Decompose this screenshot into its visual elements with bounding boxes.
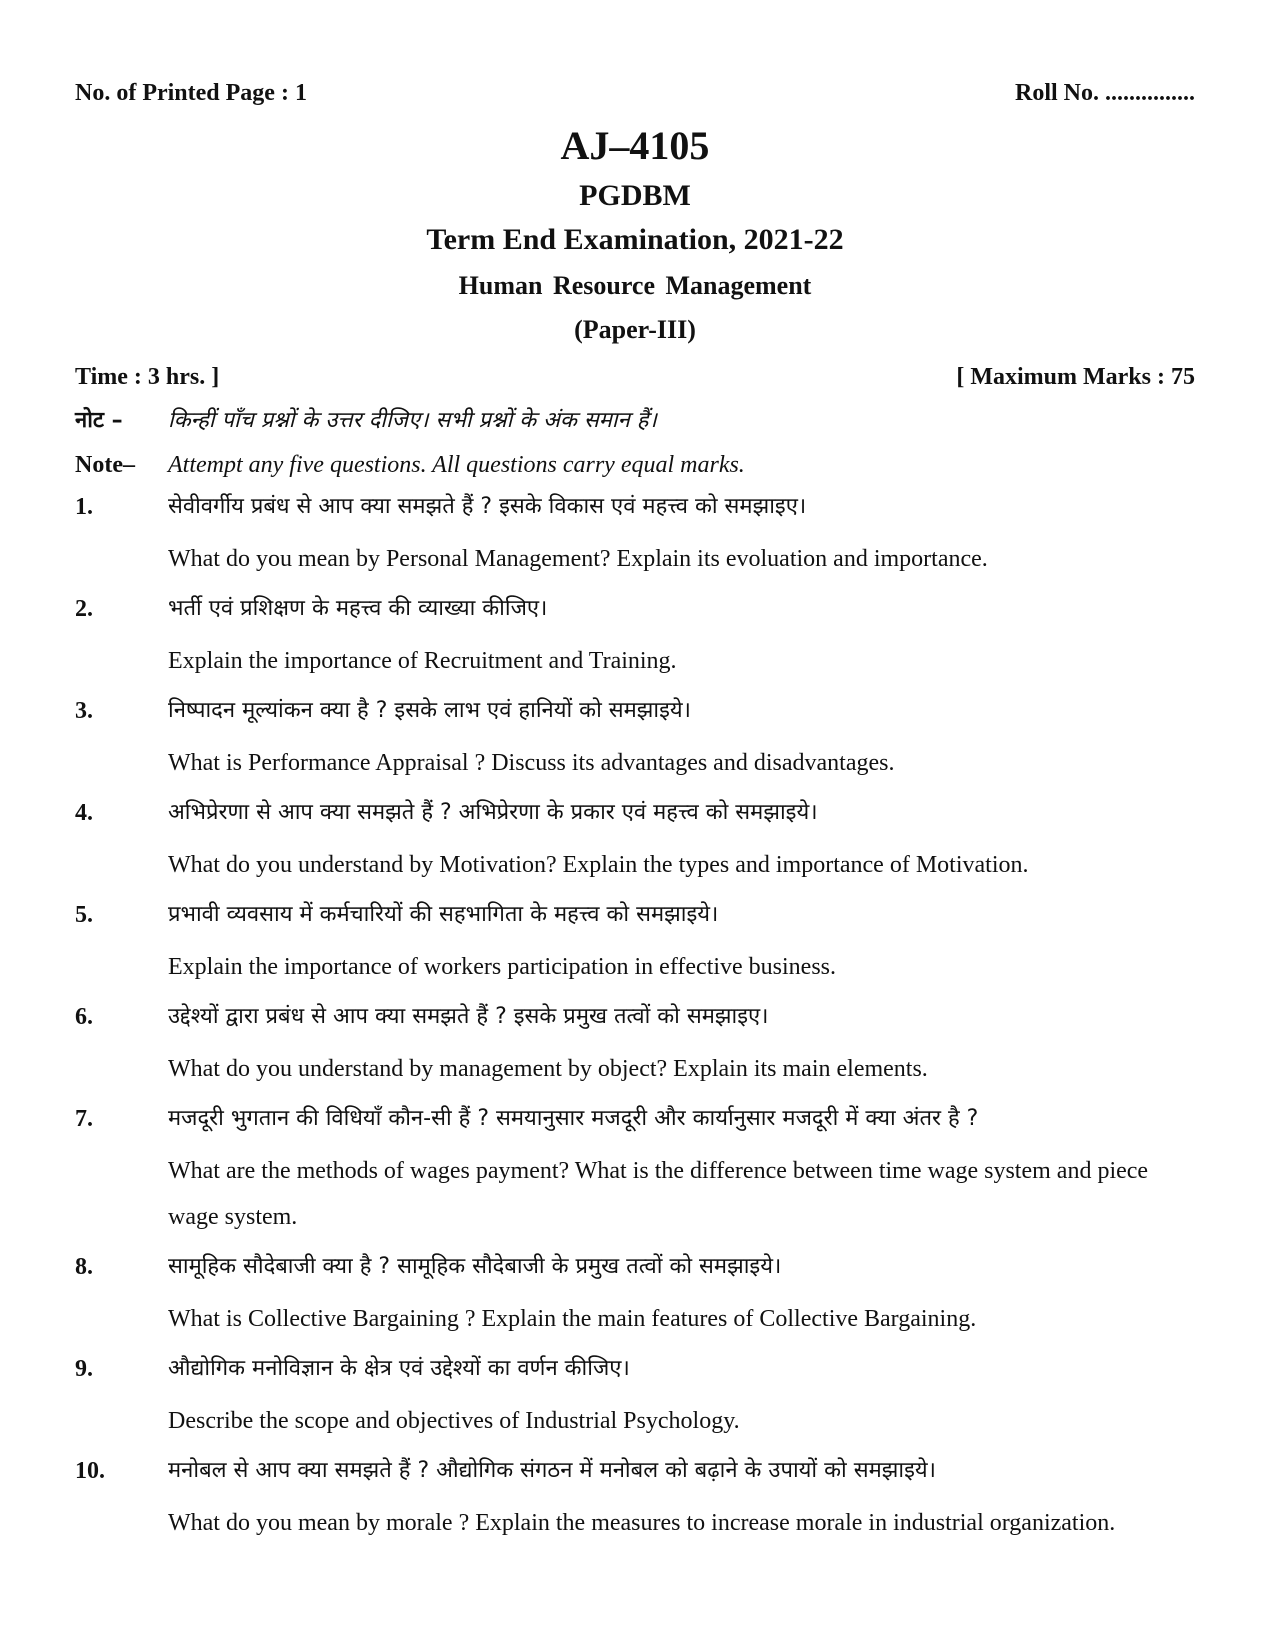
question-number: 6. [75,1004,93,1030]
paper-code: AJ–4105 [560,123,710,168]
question-body [168,900,1195,990]
question-number: 10. [75,1458,105,1484]
question-english: What are the methods of wages payment? What is the difference between time wage system and piece wage system. [168,1158,1149,1230]
question-english: What do you mean by Personal Management? Explain its evoluation and importance. [168,546,988,572]
question-number: 3. [75,698,93,724]
question-hindi: निष्पादन मूल्यांकन क्या है ? इसके लाभ एवं हानियों को समझाइये। [168,698,692,723]
exam-meta [75,362,1195,392]
question-8 [75,1252,1195,1342]
question-number: 5. [75,902,93,928]
question-body [168,1252,1195,1342]
question-hindi: अभिप्रेरणा से आप क्या समझते हैं ? अभिप्रेरणा के प्रकार एवं महत्त्व को समझाइये। [168,800,818,825]
question-number: 9. [75,1356,93,1382]
question-7 [75,1104,1195,1240]
question-english: What do you understand by management by object? Explain its main elements. [168,1056,928,1082]
question-body [168,1104,1195,1240]
question-5 [75,900,1195,990]
question-body [168,594,1195,684]
question-hindi: सामूहिक सौदेबाजी क्या है ? सामूहिक सौदेबाजी के प्रमुख तत्वों को समझाइये। [168,1254,782,1279]
question-english: What do you understand by Motivation? Explain the types and importance of Motivation. [168,852,1029,878]
question-hindi: मजदूरी भुगतान की विधियाँ कौन-सी हैं ? समयानुसार मजदूरी और कार्यानुसार मजदूरी में क्या अंतर है ? [168,1106,979,1131]
note-hindi-text: किन्हीं पाँच प्रश्नों के उत्तर दीजिए। सभी प्रश्नों के अंक समान हैं। [168,408,657,433]
question-4 [75,798,1195,888]
question-body [168,798,1195,888]
maximum-marks: [ Maximum Marks : 75 [956,364,1195,390]
question-hindi: उद्देश्यों द्वारा प्रबंध से आप क्या समझते हैं ? इसके प्रमुख तत्वों को समझाइए। [168,1004,769,1029]
question-english: What is Performance Appraisal ? Discuss its advantages and disadvantages. [168,750,895,776]
question-english: Explain the importance of workers participation in effective business. [168,954,837,980]
note-english-label: Note– [75,452,135,478]
paper-number: (Paper-III) [574,315,696,344]
question-1 [75,492,1195,582]
question-body [168,1002,1195,1092]
question-6 [75,1002,1195,1092]
note-hindi [75,406,1195,436]
note-english-text: Attempt any five questions. All questions carry equal marks. [168,452,745,478]
question-english: Describe the scope and objectives of Industrial Psychology. [168,1408,740,1434]
question-number: 8. [75,1254,93,1280]
question-hindi: मनोबल से आप क्या समझते हैं ? औद्योगिक संगठन में मनोबल को बढ़ाने के उपायों को समझाइये। [168,1458,936,1483]
question-hindi: प्रभावी व्यवसाय में कर्मचारियों की सहभागिता के महत्त्व को समझाइये। [168,902,719,927]
question-hindi: भर्ती एवं प्रशिक्षण के महत्त्व की व्याख्या कीजिए। [168,596,548,621]
note-english [75,450,1195,480]
question-number: 2. [75,596,93,622]
question-3 [75,696,1195,786]
subject-name: Human Resource Management [458,271,812,300]
page-header [75,78,1195,108]
question-hindi: सेवीवर्गीय प्रबंध से आप क्या समझते हैं ? इसके विकास एवं महत्त्व को समझाइए। [168,494,807,519]
question-number: 4. [75,800,93,826]
note-hindi-label: नोट – [75,408,123,433]
question-english: What is Collective Bargaining ? Explain the main features of Collective Bargaining. [168,1306,977,1332]
exam-title: Term End Examination, 2021-22 [426,223,844,256]
question-english: What do you mean by morale ? Explain the measures to increase morale in industrial organization. [168,1510,1116,1536]
question-10 [75,1456,1195,1546]
roll-number-field: Roll No. ............... [1015,80,1195,106]
printed-pages-count: No. of Printed Page : 1 [75,80,307,106]
question-english: Explain the importance of Recruitment and Training. [168,648,677,674]
course-name: PGDBM [579,179,691,212]
question-hindi: औद्योगिक मनोविज्ञान के क्षेत्र एवं उद्देश्यों का वर्णन कीजिए। [168,1356,630,1381]
time-allowed: Time : 3 hrs. ] [75,364,220,390]
question-number: 7. [75,1106,93,1132]
question-body [168,1354,1195,1444]
question-9 [75,1354,1195,1444]
question-body [168,492,1195,582]
question-list [75,492,1195,1546]
question-2 [75,594,1195,684]
question-body [168,1456,1195,1546]
question-body [168,696,1195,786]
question-number: 1. [75,494,93,520]
